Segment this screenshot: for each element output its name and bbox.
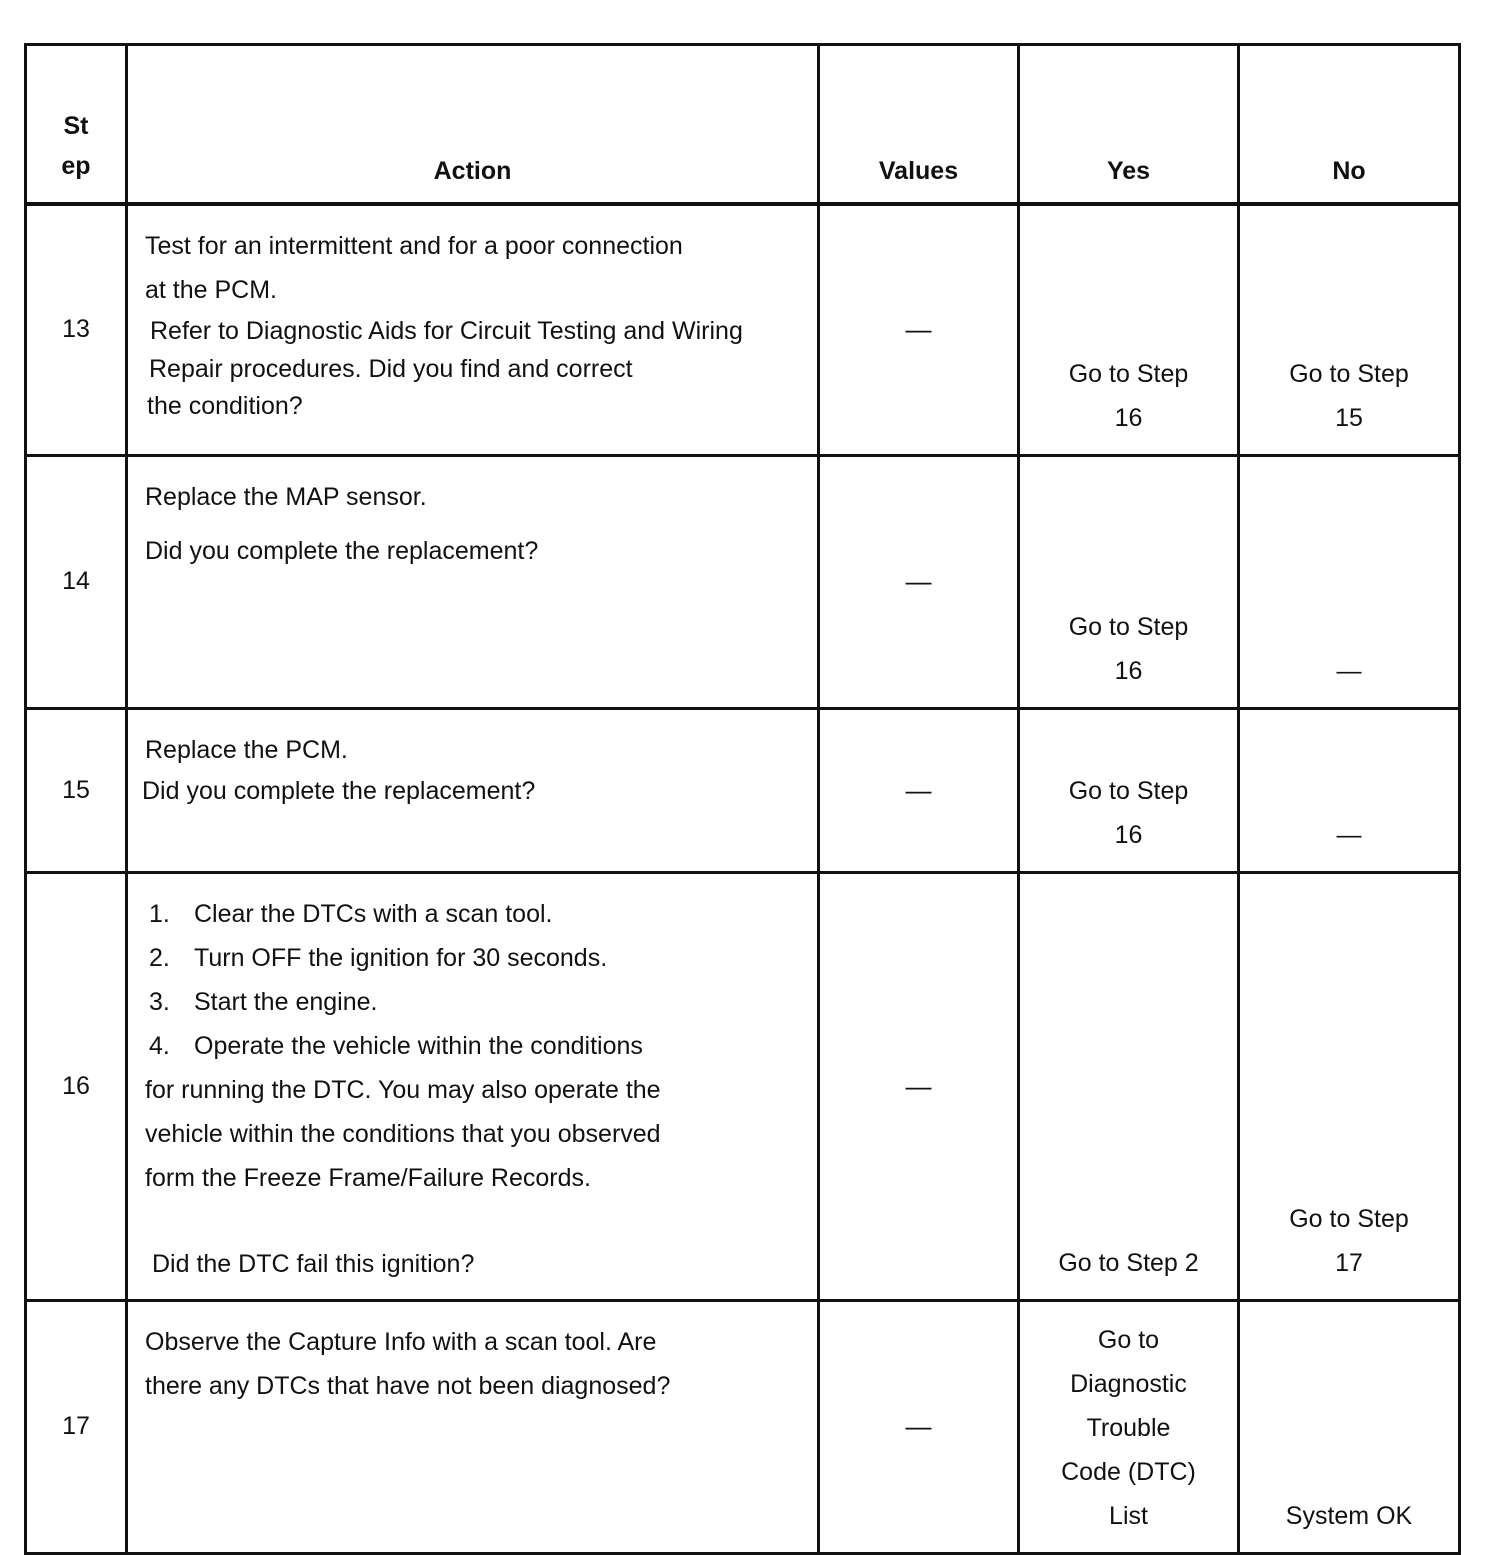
list-item: 1. Clear the DTCs with a scan tool. [149, 899, 553, 928]
header-yes: Yes [1019, 45, 1239, 205]
list-item: 4. Operate the vehicle within the conditions [149, 1031, 643, 1060]
value-cell: — [819, 1300, 1019, 1553]
no-cell: — [1239, 455, 1460, 708]
no-cell: Go to Step 17 [1239, 872, 1460, 1300]
value-cell: — [819, 204, 1019, 455]
list-item: 3. Start the engine. [149, 987, 378, 1016]
table-row [26, 455, 1460, 708]
no-cell: — [1239, 708, 1460, 872]
no-cell: Go to Step 15 [1239, 204, 1460, 455]
action-cell: Test for an intermittent and for a poor connection at the PCM. Refer to Diagnostic Aids for Circuit Testing and Wiring Repair procedures. Did you find and correct the condition? [127, 204, 819, 455]
table-row [26, 708, 1460, 872]
yes-cell: Go to Step 2 [1019, 872, 1239, 1300]
action-cell: Replace the MAP sensor. Did you complete the replacement? [127, 455, 819, 708]
header-step: St ep [26, 45, 127, 205]
step-number: 17 [26, 1300, 127, 1553]
header-action: Action [127, 45, 819, 205]
value-cell: — [819, 455, 1019, 708]
header-no: No [1239, 45, 1460, 205]
header-row [26, 45, 1460, 205]
diagnostic-table [24, 43, 1461, 1555]
step-number: 14 [26, 455, 127, 708]
yes-cell: Go to Step 16 [1019, 204, 1239, 455]
yes-cell: Go to Diagnostic Trouble Code (DTC) List [1019, 1300, 1239, 1553]
yes-cell: Go to Step 16 [1019, 455, 1239, 708]
step-number: 13 [26, 204, 127, 455]
header-values: Values [819, 45, 1019, 205]
step-number: 15 [26, 708, 127, 872]
list-item: 2. Turn OFF the ignition for 30 seconds. [149, 943, 608, 972]
table-row [26, 1300, 1460, 1553]
no-cell: System OK [1239, 1300, 1460, 1553]
action-cell: 1. Clear the DTCs with a scan tool. 2. Turn OFF the ignition for 30 seconds. 3. Start the engine. 4. Operate the vehicle within the conditions for running the DTC. You may also operate the vehicle within the conditions that you observed form the Freeze Frame/Failure Records. Did the DTC fail this ignition? [127, 872, 819, 1300]
step-number: 16 [26, 872, 127, 1300]
action-cell: Replace the PCM. Did you complete the replacement? [127, 708, 819, 872]
table-row [26, 872, 1460, 1300]
numbered-steps [145, 892, 801, 1068]
yes-cell: Go to Step 16 [1019, 708, 1239, 872]
value-cell: — [819, 708, 1019, 872]
value-cell: — [819, 872, 1019, 1300]
question: Did the DTC fail this ignition? [152, 1249, 475, 1278]
action-cell: Observe the Capture Info with a scan tool. Are there any DTCs that have not been diagnosed? [127, 1300, 819, 1553]
table-row [26, 204, 1460, 455]
